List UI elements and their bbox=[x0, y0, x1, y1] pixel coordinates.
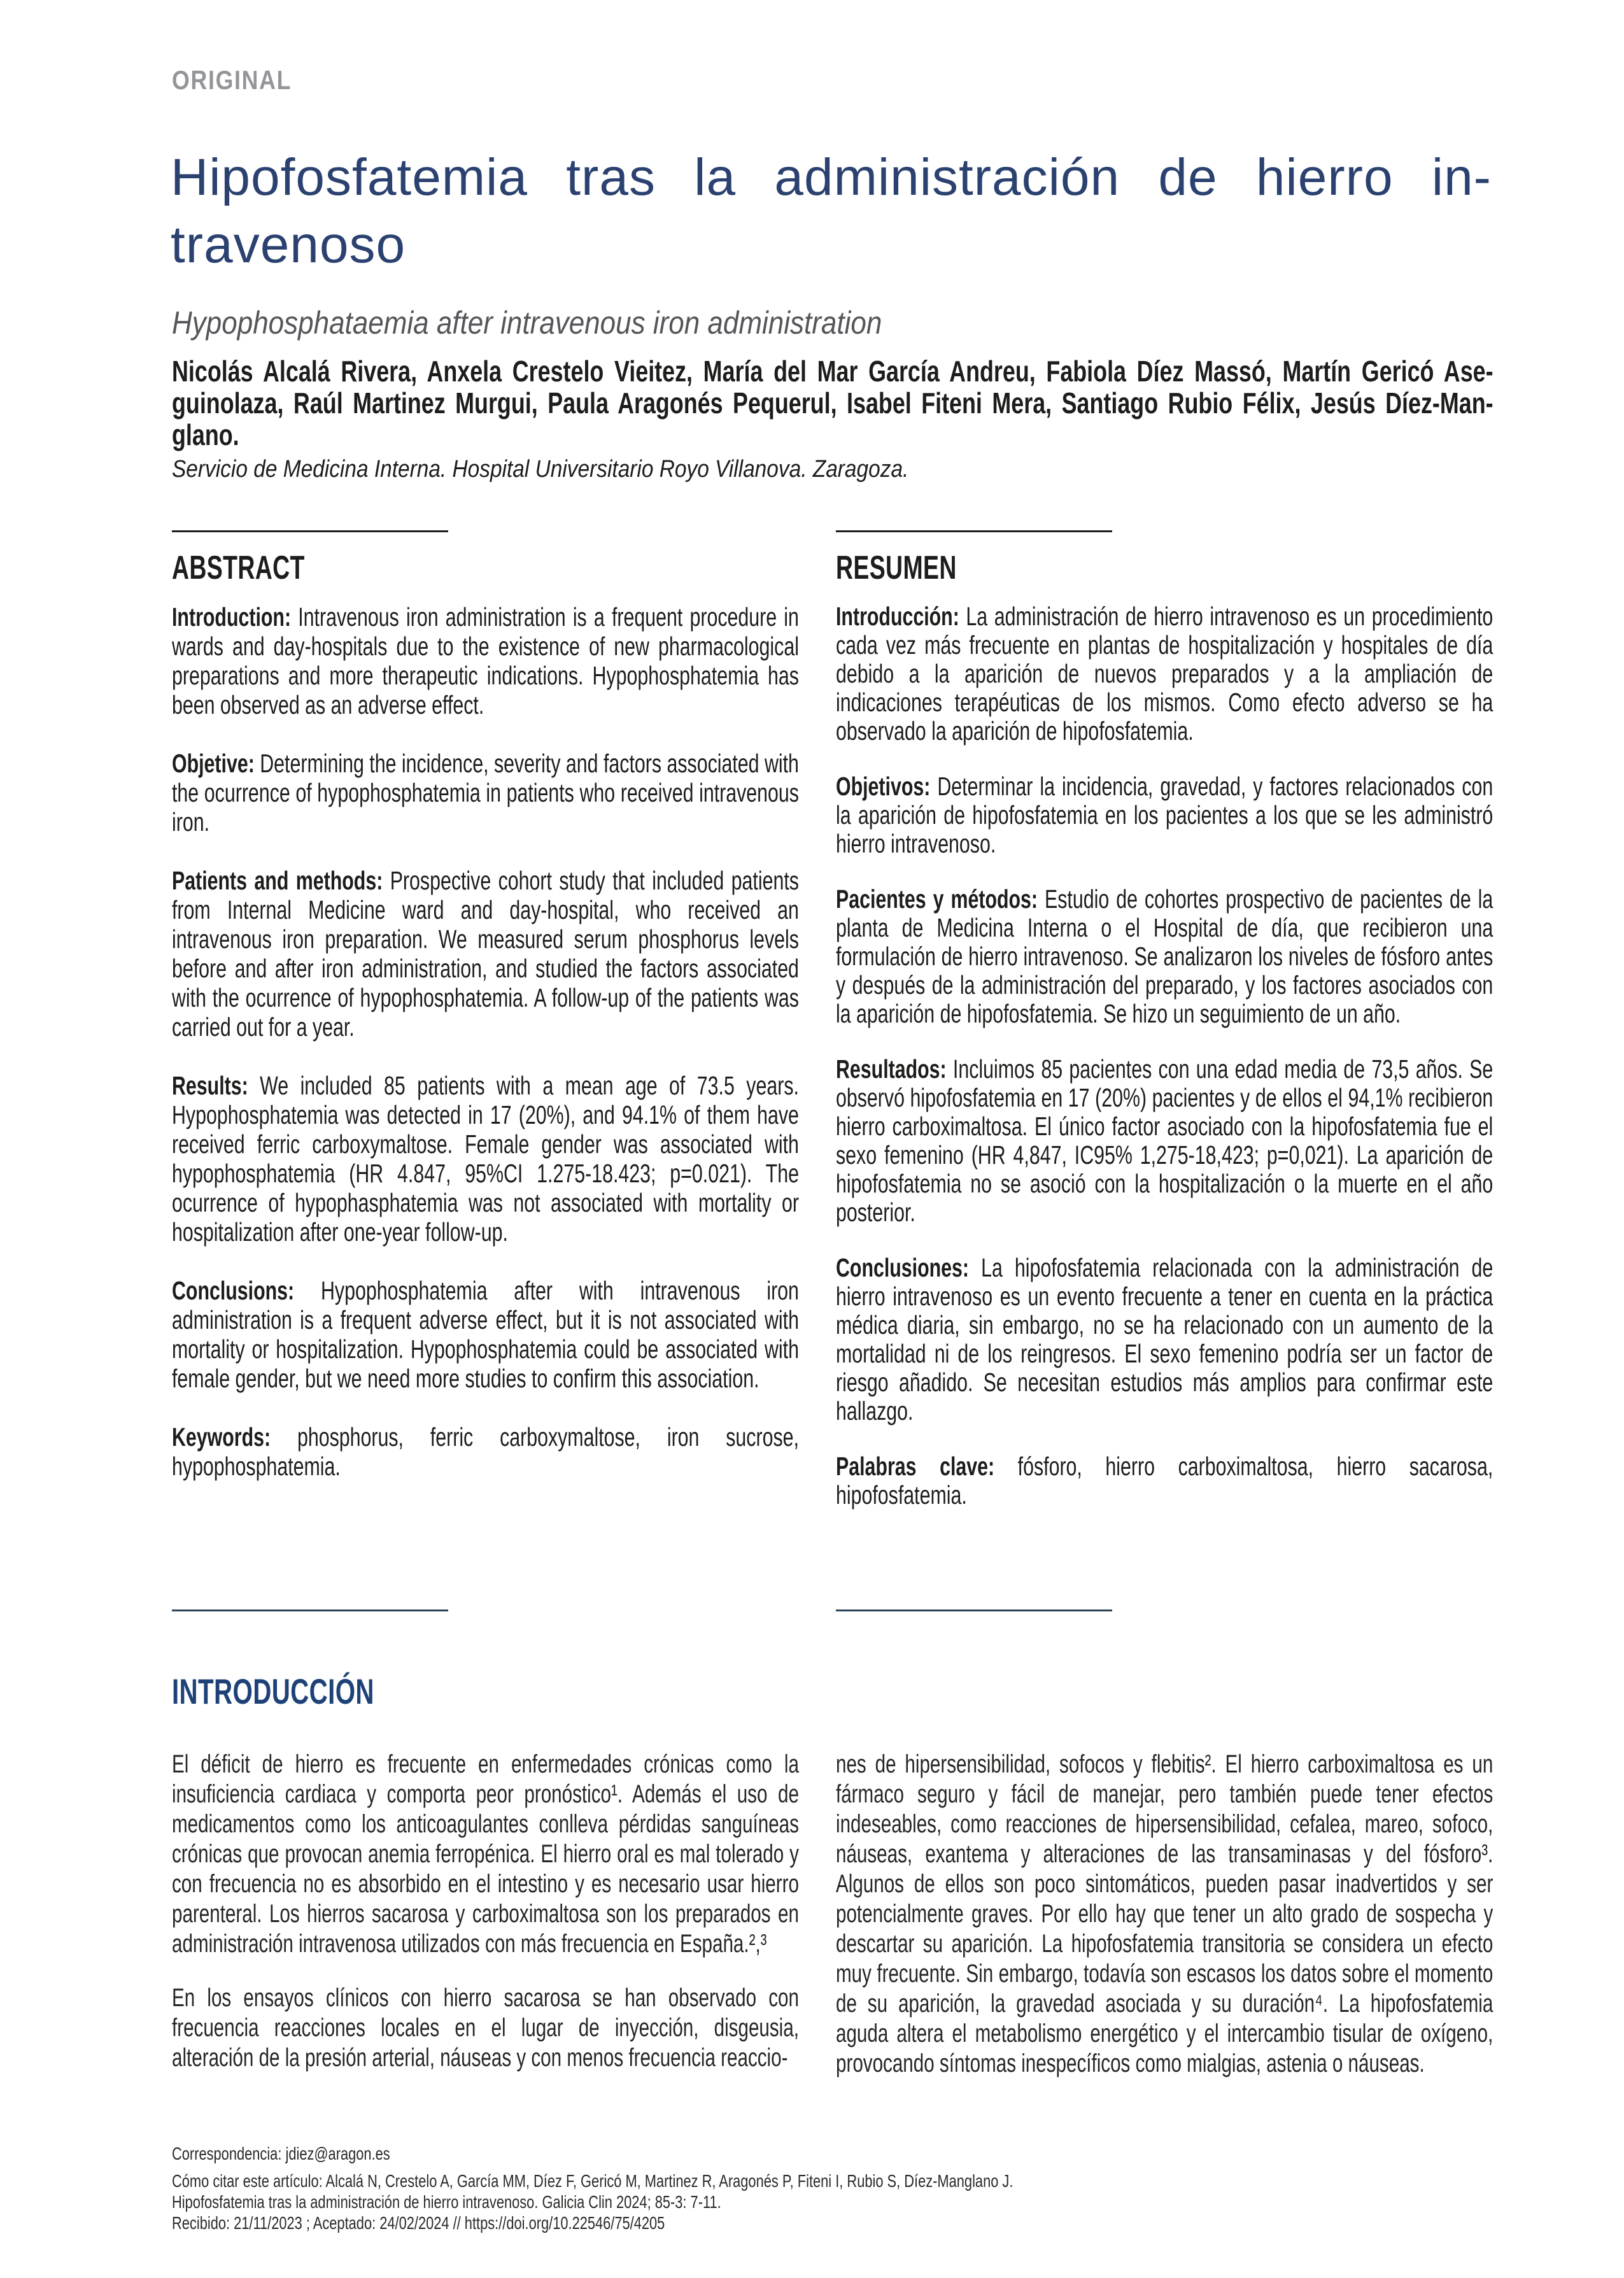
article-type-kicker: ORIGINAL bbox=[172, 65, 292, 95]
paragraph-text: Hypophosphatemia after with intravenous iron administration is a frequent adverse effect, but it is not associated with mortality or hospitalization. Hypophosphatemia could be associated with female gender, but we need more studies to confirm this association. bbox=[172, 1276, 799, 1393]
citation-line-1: Cómo citar este artículo: Alcalá N, Crestelo A, García MM, Díez F, Gericó M, Martinez R, Aragonés P, Fiteni I, Rubio S, Díez-Manglano J. bbox=[172, 2171, 1013, 2191]
author-line: Nicolás Alcalá Rivera, Anxela Crestelo Vieitez, María del Mar García Andreu, Fabiola Díez Massó, Martín Gericó Ase- bbox=[172, 355, 1493, 388]
paragraph-text: Intravenous iron administration is a frequent procedure in wards and day-hospitals due to the existence of new pharmacological preparations and more therapeutic indications. Hypophosphatemia has been observed as an adverse effect. bbox=[172, 602, 799, 719]
introduction-right-column bbox=[836, 1750, 1493, 2079]
abstract-heading: ABSTRACT bbox=[172, 549, 305, 586]
paragraph-text: Determining the incidence, severity and factors associated with the ocurrence of hypophosphatemia in patients who received intravenous iron. bbox=[172, 749, 799, 837]
abstract-keywords bbox=[172, 1422, 799, 1481]
resumen-paragraph bbox=[836, 885, 1493, 1028]
author-line: glano. bbox=[172, 418, 239, 451]
paragraph-label: Results: bbox=[172, 1071, 248, 1100]
resumen-heading: RESUMEN bbox=[836, 549, 957, 586]
introduction-paragraph: En los ensayos clínicos con hierro sacarosa se han observado con frecuencia reacciones locales en el lugar de inyección, disgeusia, alteración de la presión arterial, náuseas y con menos frecuencia reaccio- bbox=[172, 1984, 799, 2072]
introduction-paragraph: El déficit de hierro es frecuente en enfermedades crónicas como la insuficiencia cardiaca y comporta peor pronóstico¹. Además el uso de medicamentos como los anticoagulantes conlleva pérdidas sanguíneas crónicas que provocan anemia ferropénica. El hierro oral es mal tolerado y con frecuencia no es absorbido en el intestino y es necesario usar hierro parenteral. Los hierros sacarosa y carboximaltosa son los preparados en administración intravenosa utilizados con más frecuencia en España.²,³ bbox=[172, 1750, 799, 1958]
resumen-top-rule bbox=[836, 530, 1112, 532]
article-title bbox=[171, 144, 1492, 279]
citation-line-2: Hipofosfatemia tras la administración de hierro intravenoso. Galicia Clin 2024; 85-3: 7-11. bbox=[172, 2192, 721, 2212]
article-subtitle-english: Hypophosphataemia after intravenous iron administration bbox=[172, 305, 882, 341]
resumen-bottom-rule bbox=[836, 1609, 1112, 1611]
correspondence-email-link[interactable]: jdiez@aragon.es bbox=[285, 2144, 390, 2163]
introduction-left-column bbox=[172, 1750, 799, 2073]
article-footer bbox=[172, 2143, 1612, 2233]
paragraph-label: Conclusiones: bbox=[836, 1253, 970, 1282]
resumen-paragraph bbox=[836, 772, 1493, 858]
paragraph-label: Objetive: bbox=[172, 749, 255, 778]
paragraph-text: La administración de hierro intravenoso es un procedimiento cada vez más frecuente en plantas de hospitalización y hospitales de día debido a la aparición de nuevos preparados y a la ampliación de indicaciones terapéuticas de los mismos. Como efecto adverso se ha observado la aparición de hipofosfatemia. bbox=[836, 602, 1493, 746]
paragraph-text: Determinar la incidencia, gravedad, y factores relacionados con la aparición de hipofosfatemia en los pacientes a los que se les administró hierro intravenoso. bbox=[836, 772, 1493, 858]
paragraph-text: We included 85 patients with a mean age of 73.5 years. Hypophosphatemia was detected in 17 (20%), and 94.1% of them have received ferric carboxymaltose. Female gender was associated with hypophosphatemia (HR 4.847, 95%CI 1.275-18.423; p=0.021). The ocurrence of hypophasphatemia was not associated with mortality or hospitalization after one-year follow-up. bbox=[172, 1071, 799, 1247]
abstract-top-rule bbox=[172, 530, 448, 532]
doi-link[interactable]: https://doi.org/10.22546/75/4205 bbox=[464, 2213, 665, 2233]
affiliation: Servicio de Medicina Interna. Hospital Universitario Royo Villanova. Zaragoza. bbox=[172, 456, 909, 483]
received-accepted-text: Recibido: 21/11/2023 ; Aceptado: 24/02/2024 // bbox=[172, 2213, 461, 2233]
abstract-paragraph bbox=[172, 1276, 799, 1393]
author-line: guinolaza, Raúl Martinez Murgui, Paula Aragonés Pequerul, Isabel Fiteni Mera, Santiago Rubio Félix, Jesús Díez-Man- bbox=[172, 386, 1493, 420]
paragraph-label: Objetivos: bbox=[836, 772, 931, 801]
introduction-heading: INTRODUCCIÓN bbox=[172, 1671, 374, 1711]
introduction-paragraph: nes de hipersensibilidad, sofocos y flebitis². El hierro carboximaltosa es un fármaco seguro y fácil de manejar, pero también puede tener efectos indeseables, como reacciones de hipersensibilidad, cefalea, mareo, sofoco, náuseas, exantema y alteraciones de las transaminasas y del fósforo³. Algunos de ellos son poco sintomáticos, pueden pasar inadvertidos y ser potencialmente graves. Por ello hay que tener un alto grado de sospecha y descartar su aparición. La hipofosfatemia transitoria se considera un efecto muy frecuente. Sin embargo, todavía son escasos los datos sobre el momento de su aparición, la gravedad asociada y su duración⁴. La hipofosfatemia aguda altera el metabolismo energético y el intercambio tisular de oxígeno, provocando síntomas inespecíficos como mialgias, astenia o náuseas. bbox=[836, 1750, 1493, 2077]
paragraph-text: Estudio de cohortes prospectivo de pacientes de la planta de Medicina Interna o el Hospital de día, que recibieron una formulación de hierro intravenoso. Se analizaron los niveles de fósforo antes y después de la administración del preparado, y los factores asociados con la aparición de hipofosfatemia. Se hizo un seguimiento de un año. bbox=[836, 884, 1493, 1028]
abstract-paragraph bbox=[172, 749, 799, 837]
abstract-paragraph bbox=[172, 1071, 799, 1247]
paragraph-label: Palabras clave: bbox=[836, 1452, 995, 1481]
paragraph-text: Prospective cohort study that included patients from Internal Medicine ward and day-hospital, who received an intravenous iron preparation. We measured serum phosphorus levels before and after iron administration, and studied the factors associated with the ocurrence of hypophosphatemia. A follow-up of the patients was carried out for a year. bbox=[172, 866, 799, 1042]
article-title-line1: Hipofosfatemia tras la administración de hierro in- bbox=[171, 148, 1492, 206]
paragraph-label: Resultados: bbox=[836, 1054, 947, 1084]
paragraph-label: Introducción: bbox=[836, 602, 959, 631]
paragraph-label: Introduction: bbox=[172, 602, 292, 632]
resumen-keywords bbox=[836, 1452, 1493, 1510]
resumen-paragraph bbox=[836, 1055, 1493, 1227]
resumen-paragraph bbox=[836, 602, 1493, 746]
resumen-body bbox=[836, 602, 1493, 1536]
author-list bbox=[172, 355, 1493, 451]
correspondence-label: Correspondencia: bbox=[172, 2144, 282, 2163]
abstract-paragraph bbox=[172, 602, 799, 719]
paragraph-text: fósforo, hierro carboximaltosa, hierro sacarosa, hipofosfatemia. bbox=[836, 1452, 1493, 1510]
resumen-paragraph bbox=[836, 1254, 1493, 1426]
abstract-body bbox=[172, 602, 799, 1481]
article-title-line2: travenoso bbox=[171, 216, 406, 274]
paragraph-label: Conclusions: bbox=[172, 1276, 295, 1305]
correspondence-line bbox=[172, 2143, 1612, 2164]
paragraph-label: Pacientes y métodos: bbox=[836, 884, 1038, 914]
abstract-paragraph bbox=[172, 866, 799, 1042]
paragraph-label: Keywords: bbox=[172, 1422, 271, 1452]
paragraph-text: Incluimos 85 pacientes con una edad media de 73,5 años. Se observó hipofosfatemia en 17 (20%) pacientes y de ellos el 94,1% recibieron hierro carboximaltosa. El único factor asociado con la hipofosfatemia fue el sexo femenino (HR 4,847, IC95% 1,275-18,423; p=0,021). La aparición de hipofosfatemia no se asoció con la hospitalización o la muerte en el año posterior. bbox=[836, 1054, 1493, 1227]
paragraph-text: La hipofosfatemia relacionada con la administración de hierro intravenoso es un evento frecuente a tener en cuenta en la práctica médica diaria, sin embargo, no se ha relacionado con un aumento de la mortalidad ni de los reingresos. El sexo femenino podría ser un factor de riesgo añadido. Se necesitan estudios más amplios para confirmar este hallazgo. bbox=[836, 1253, 1493, 1426]
received-accepted-line bbox=[172, 2212, 1612, 2233]
paragraph-label: Patients and methods: bbox=[172, 866, 383, 895]
abstract-bottom-rule bbox=[172, 1609, 448, 1611]
paragraph-text: phosphorus, ferric carboxymaltose, iron sucrose, hypophosphatemia. bbox=[172, 1422, 799, 1481]
